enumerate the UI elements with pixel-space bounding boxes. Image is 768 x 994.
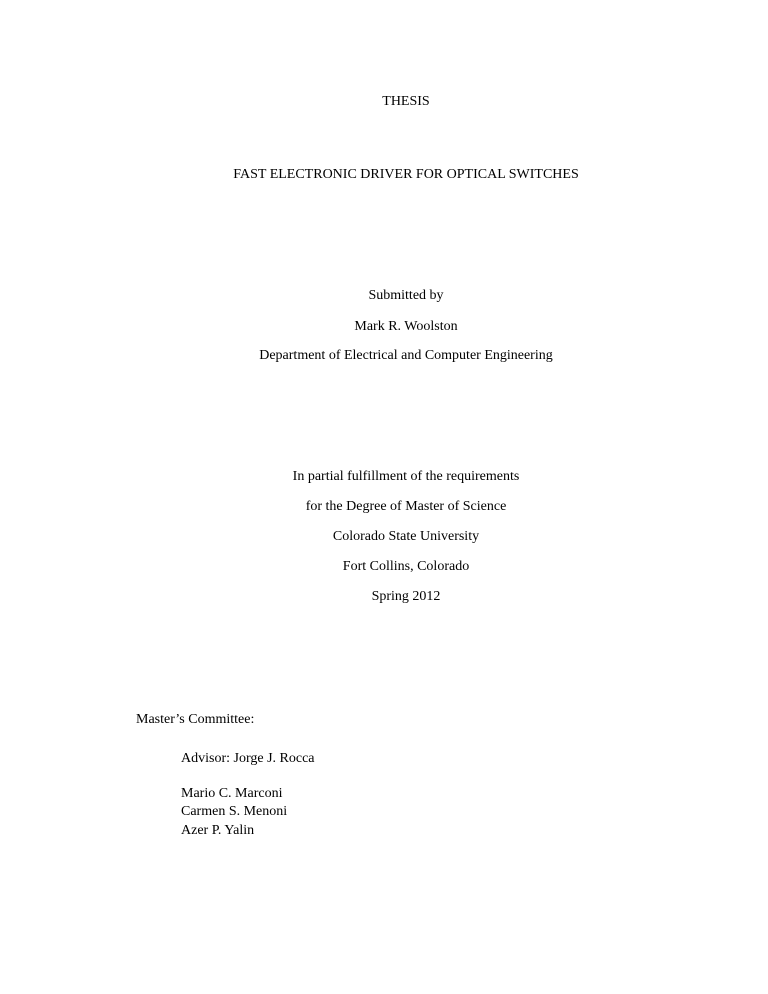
committee-member: Mario C. Marconi	[181, 786, 283, 801]
fulfillment-statement: In partial fulfillment of the requirements	[292, 469, 520, 484]
university-name: Colorado State University	[332, 529, 480, 544]
committee-advisor: Advisor: Jorge J. Rocca	[181, 751, 315, 766]
thesis-title: FAST ELECTRONIC DRIVER FOR OPTICAL SWITCHES	[233, 167, 579, 182]
department-name: Department of Electrical and Computer Engineering	[259, 348, 553, 363]
submission-date: Spring 2012	[371, 589, 441, 604]
submitted-by-label: Submitted by	[368, 288, 444, 303]
committee-member: Carmen S. Menoni	[181, 804, 288, 819]
committee-label: Master’s Committee:	[136, 712, 255, 727]
degree-statement: for the Degree of Master of Science	[305, 499, 507, 514]
document-type-heading: THESIS	[382, 94, 430, 109]
committee-member: Azer P. Yalin	[181, 823, 255, 838]
university-location: Fort Collins, Colorado	[342, 559, 470, 574]
author-name: Mark R. Woolston	[354, 319, 458, 334]
